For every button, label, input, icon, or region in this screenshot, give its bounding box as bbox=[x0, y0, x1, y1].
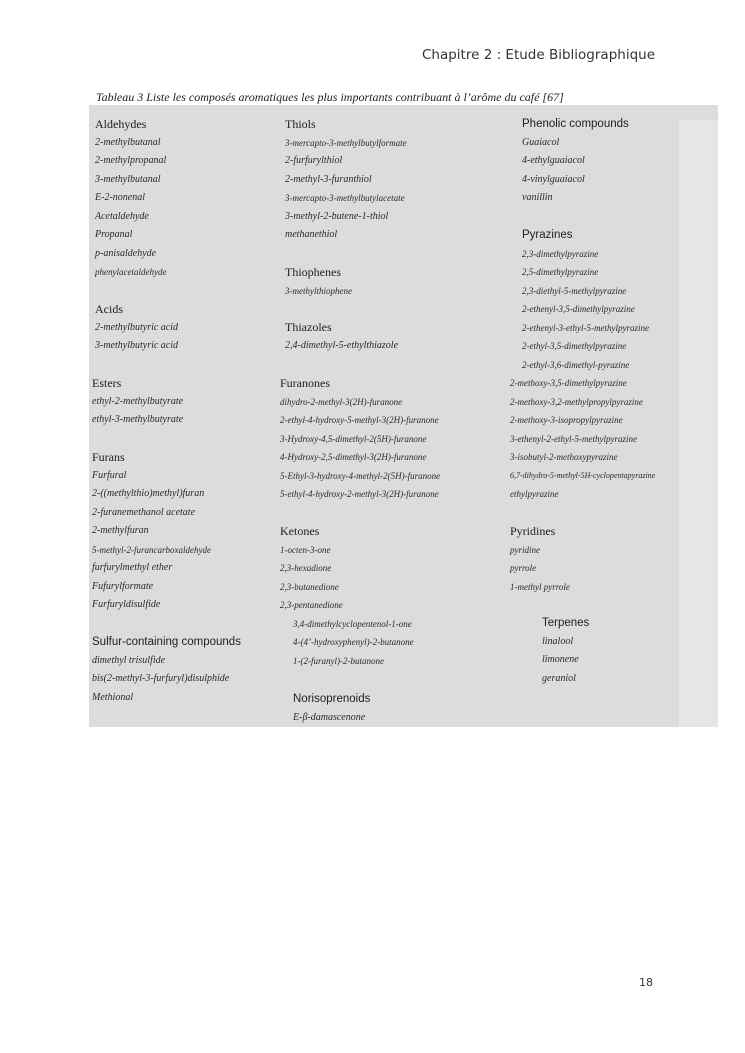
group-furans bbox=[92, 448, 211, 615]
list-item: 2-furanemethanol acetate bbox=[92, 506, 196, 518]
list-item: 2-((methylthio)methyl)furan bbox=[92, 488, 205, 499]
group-esters bbox=[92, 374, 183, 430]
group-aldehydes bbox=[95, 115, 166, 282]
group-ketones bbox=[280, 522, 414, 670]
list-item: 2-methylbutyric acid bbox=[95, 321, 179, 333]
list-item: 5-methyl-2-furancarboxaldehyde bbox=[92, 544, 211, 555]
list-item: 4-vinylguaiacol bbox=[522, 173, 585, 185]
list-item: Guaiacol bbox=[522, 136, 560, 148]
list-item: geraniol bbox=[542, 672, 576, 684]
group-title: Ketones bbox=[280, 524, 320, 538]
list-item: linalool bbox=[542, 635, 574, 647]
list-item: Furfuryldisulfide bbox=[92, 599, 161, 610]
group-thiazoles bbox=[285, 318, 398, 355]
group-title: Sulfur-containing compounds bbox=[92, 636, 241, 648]
list-item: 3-methylbutyric acid bbox=[95, 340, 179, 351]
list-item: 2,3-diethyl-5-methylpyrazine bbox=[522, 285, 627, 296]
list-item: E-2-nonenal bbox=[95, 192, 145, 203]
group-title: Esters bbox=[92, 376, 122, 390]
group-title: Acids bbox=[95, 302, 123, 316]
group-title: Thiols bbox=[285, 117, 316, 131]
list-item: furfurylmethyl ether bbox=[92, 562, 173, 573]
list-item: 2-ethenyl-3,5-dimethylpyrazine bbox=[522, 304, 635, 314]
list-item: 2,3-hexadione bbox=[280, 563, 332, 573]
list-item: 2,3-dimethylpyrazine bbox=[522, 248, 599, 259]
group-title: Furans bbox=[92, 450, 125, 464]
list-item: 3-methylthiophene bbox=[285, 285, 352, 296]
list-item: E-β-damascenone bbox=[293, 711, 366, 723]
list-item: Acetaldehyde bbox=[95, 210, 149, 222]
list-item: 2-methylfuran bbox=[92, 525, 149, 536]
list-item: 3-ethenyl-2-ethyl-5-methylpyrazine bbox=[510, 433, 637, 444]
list-item: ethylpyrazine bbox=[510, 489, 559, 499]
group-acids bbox=[95, 300, 178, 356]
list-item: 1-methyl pyrrole bbox=[510, 581, 570, 592]
list-item: 3-mercapto-3-methylbutylformate bbox=[285, 137, 407, 148]
list-item: 2-methoxy-3-isopropylpyrazine bbox=[510, 415, 623, 425]
list-item: 6,7-dihydro-5-methyl-5H-cyclopentapyrazine bbox=[510, 470, 656, 480]
list-item: dimethyl trisulfide bbox=[92, 654, 166, 666]
list-item: 2-methoxy-3,2-methylpropylpyrazine bbox=[510, 396, 643, 407]
group-thiols bbox=[285, 115, 407, 245]
list-item: Methional bbox=[92, 691, 134, 703]
list-item: 2-ethyl-4-hydroxy-5-methyl-3(2H)-furanone bbox=[280, 415, 439, 425]
list-item: methanethiol bbox=[285, 229, 338, 240]
list-item: 2,4-dimethyl-5-ethylthiazole bbox=[285, 339, 399, 351]
group-title: Phenolic compounds bbox=[522, 118, 629, 130]
list-item: 4-Hydroxy-2,5-dimethyl-3(2H)-furanone bbox=[280, 452, 427, 462]
list-item: 4-(4’-hydroxyphenyl)-2-butanone bbox=[293, 637, 414, 647]
list-item: 2,3-butanedione bbox=[280, 581, 339, 592]
list-item: 3-isobutyl-2-methoxypyrazine bbox=[510, 452, 618, 462]
list-item: 2-methyl-3-furanthiol bbox=[285, 173, 372, 185]
page-header: Chapitre 2 : Etude Bibliographique bbox=[421, 47, 655, 63]
list-item: p-anisaldehyde bbox=[95, 247, 157, 259]
group-title: Pyridines bbox=[510, 524, 556, 538]
group-terpenes bbox=[542, 614, 589, 688]
list-item: 2-ethyl-3,5-dimethylpyrazine bbox=[522, 341, 627, 351]
list-item: 2-furfurylthiol bbox=[285, 155, 343, 166]
list-item: 2,3-pentanedione bbox=[280, 600, 343, 610]
list-item: Fufurylformate bbox=[92, 580, 154, 592]
list-item: 2-ethyl-3,6-dimethyl-pyrazine bbox=[522, 359, 630, 370]
list-item: 3-mercapto-3-methylbutylacetate bbox=[285, 193, 405, 203]
list-item: bis(2-methyl-3-furfuryl)disulphide bbox=[92, 673, 230, 684]
list-item: dihydro-2-methyl-3(2H)-furanone bbox=[280, 396, 403, 407]
page-number: 18 bbox=[639, 976, 653, 989]
table-caption: Tableau 3 Liste les composés aromatiques les plus importants contribuant à l’arôme du café [67] bbox=[96, 90, 564, 104]
list-item: 1-octen-3-one bbox=[280, 544, 331, 555]
group-phenolic bbox=[522, 115, 629, 208]
list-item: 2,5-dimethylpyrazine bbox=[522, 267, 599, 277]
list-item: 3-methylbutanal bbox=[95, 173, 161, 185]
group-sulfur bbox=[92, 633, 241, 707]
list-item: ethyl-3-methylbutyrate bbox=[92, 414, 184, 425]
list-item: 1-(2-furanyl)-2-butanone bbox=[293, 655, 384, 666]
group-pyrazines bbox=[510, 226, 655, 504]
list-item: 3,4-dimethylcyclopentenol-1-one bbox=[293, 618, 412, 629]
group-title: Terpenes bbox=[542, 617, 590, 629]
list-item: Furfural bbox=[92, 469, 127, 481]
list-item: limonene bbox=[542, 654, 579, 665]
group-title: Thiophenes bbox=[285, 265, 341, 279]
list-item: ethyl-2-methylbutyrate bbox=[92, 395, 184, 407]
list-item: 3-Hydroxy-4,5-dimethyl-2(5H)-furanone bbox=[280, 433, 427, 444]
group-title: Pyrazines bbox=[522, 229, 573, 241]
list-item: 4-ethylguaiacol bbox=[522, 155, 585, 166]
list-item: 5-Ethyl-3-hydroxy-4-methyl-2(5H)-furanone bbox=[280, 470, 441, 481]
group-title: Aldehydes bbox=[95, 117, 147, 131]
list-item: Propanal bbox=[95, 229, 133, 240]
list-item: 2-methylpropanal bbox=[95, 155, 167, 166]
list-item: 3-methyl-2-butene-1-thiol bbox=[285, 210, 389, 222]
group-furanones bbox=[280, 374, 440, 504]
group-title: Furanones bbox=[280, 376, 330, 390]
list-item: 5-ethyl-4-hydroxy-2-methyl-3(2H)-furanone bbox=[280, 489, 439, 499]
list-item: phenylacetaldehyde bbox=[95, 267, 167, 277]
group-title: Thiazoles bbox=[285, 320, 332, 334]
list-item: pyridine bbox=[510, 544, 540, 555]
list-item: vanillin bbox=[522, 192, 553, 203]
list-item: 2-methylbutanal bbox=[95, 136, 161, 148]
list-item: 2-ethenyl-3-ethyl-5-methylpyrazine bbox=[522, 322, 649, 333]
list-item: pyrrole bbox=[510, 563, 537, 573]
group-pyridines bbox=[510, 522, 570, 596]
list-item: 2-methoxy-3,5-dimethylpyrazine bbox=[510, 378, 627, 388]
group-norisoprenoids bbox=[293, 690, 370, 727]
group-title: Norisoprenoids bbox=[293, 693, 371, 705]
group-thiophenes bbox=[285, 263, 352, 300]
